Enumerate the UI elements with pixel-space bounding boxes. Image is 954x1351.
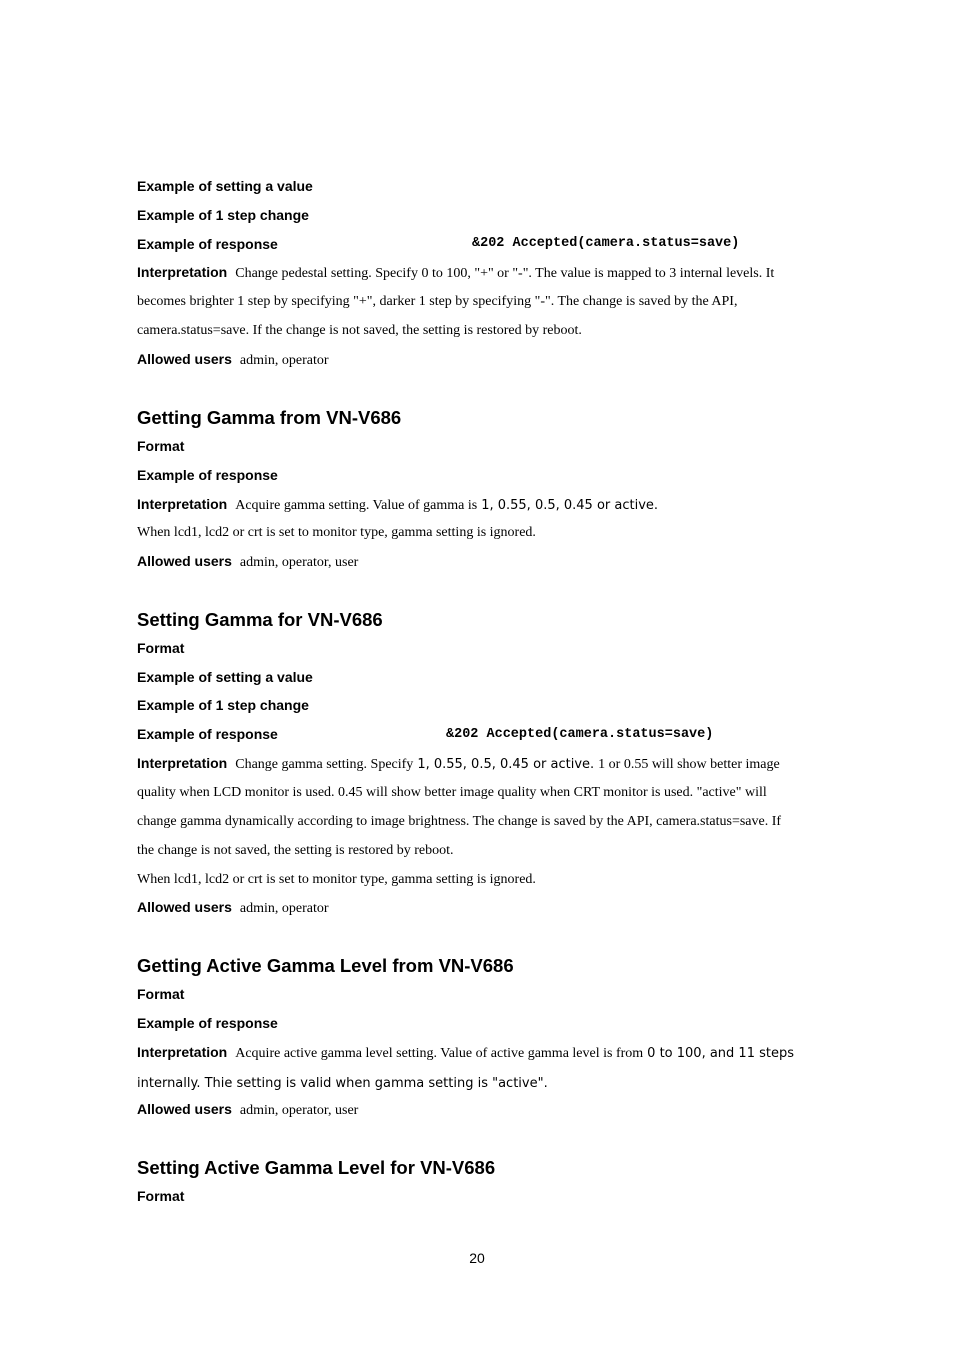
gamma-values: 1, 0.55, 0.5, 0.45 or active. — [481, 498, 659, 513]
allowed-users-label: Allowed users — [137, 1101, 232, 1117]
example-response-label: Example of response — [137, 236, 278, 252]
section-title: Getting Gamma from VN-V686 — [137, 407, 402, 428]
allowed-users-value: admin, operator — [239, 353, 329, 368]
allowed-users-label: Allowed users — [137, 553, 232, 569]
response-code: &202 Accepted(camera.status=save) — [472, 236, 740, 251]
example-response-label: Example of response — [137, 467, 278, 483]
example-setting-label: Example of setting a value — [137, 669, 313, 685]
interpretation-row — [137, 258, 774, 288]
format-label: Format — [137, 1188, 185, 1204]
example-setting-label: Example of setting a value — [137, 178, 313, 194]
format-label: Format — [137, 640, 185, 656]
interpretation-row — [137, 1038, 794, 1068]
interpretation-text: Acquire active gamma level setting. Value of active gamma level is from — [235, 1046, 644, 1061]
interpretation-text: When lcd1, lcd2 or crt is set to monitor type, gamma setting is ignored. — [137, 525, 536, 540]
interpretation-text: internally. Thie setting is valid when gamma setting is "active". — [137, 1076, 548, 1091]
allowed-users-row — [137, 1095, 358, 1125]
response-code: &202 Accepted(camera.status=save) — [446, 727, 714, 742]
example-step-label: Example of 1 step change — [137, 207, 309, 223]
allowed-users-row — [137, 893, 329, 923]
interpretation-label: Interpretation — [137, 1044, 228, 1060]
format-label: Format — [137, 438, 185, 454]
interpretation-text: camera.status=save. If the change is not saved, the setting is restored by reboot. — [137, 323, 582, 338]
interpretation-text: the change is not saved, the setting is restored by reboot. — [137, 843, 454, 858]
allowed-users-row — [137, 547, 358, 577]
allowed-users-value: admin, operator — [239, 901, 329, 916]
gamma-values: 1, 0.55, 0.5, 0.45 or active. — [417, 757, 595, 772]
interpretation-label: Interpretation — [137, 264, 228, 280]
interpretation-text: quality when LCD monitor is used. 0.45 will show better image quality when CRT monitor is used. "active" will — [137, 785, 767, 800]
active-gamma-range: 0 to 100, and 11 steps — [647, 1046, 794, 1061]
allowed-users-value: admin, operator, user — [239, 1103, 359, 1118]
interpretation-label: Interpretation — [137, 496, 228, 512]
allowed-users-label: Allowed users — [137, 899, 232, 915]
section-title: Setting Gamma for VN-V686 — [137, 609, 383, 630]
example-response-label: Example of response — [137, 726, 278, 742]
allowed-users-value: admin, operator, user — [239, 555, 359, 570]
interpretation-text: becomes brighter 1 step by specifying "+", darker 1 step by specifying "-". The change is saved by the API, — [137, 294, 738, 309]
page-number: 20 — [469, 1250, 485, 1266]
example-response-label: Example of response — [137, 1015, 278, 1031]
interpretation-text: change gamma dynamically according to image brightness. The change is saved by the API, camera.status=save. If — [137, 814, 782, 829]
allowed-users-row — [137, 345, 329, 375]
interpretation-label: Interpretation — [137, 755, 228, 771]
interpretation-text: Change pedestal setting. Specify 0 to 100, "+" or "-". The value is mapped to 3 internal levels. It — [235, 266, 775, 281]
interpretation-row — [137, 490, 658, 520]
allowed-users-label: Allowed users — [137, 351, 232, 367]
interpretation-text: Change gamma setting. Specify — [235, 757, 414, 772]
interpretation-row — [137, 749, 780, 779]
interpretation-text: When lcd1, lcd2 or crt is set to monitor type, gamma setting is ignored. — [137, 872, 536, 887]
format-label: Format — [137, 986, 185, 1002]
section-title: Setting Active Gamma Level for VN-V686 — [137, 1157, 496, 1178]
section-title: Getting Active Gamma Level from VN-V686 — [137, 955, 514, 976]
interpretation-text: Acquire gamma setting. Value of gamma is — [235, 498, 478, 513]
example-step-label: Example of 1 step change — [137, 697, 309, 713]
interpretation-text: 1 or 0.55 will show better image — [598, 757, 780, 772]
